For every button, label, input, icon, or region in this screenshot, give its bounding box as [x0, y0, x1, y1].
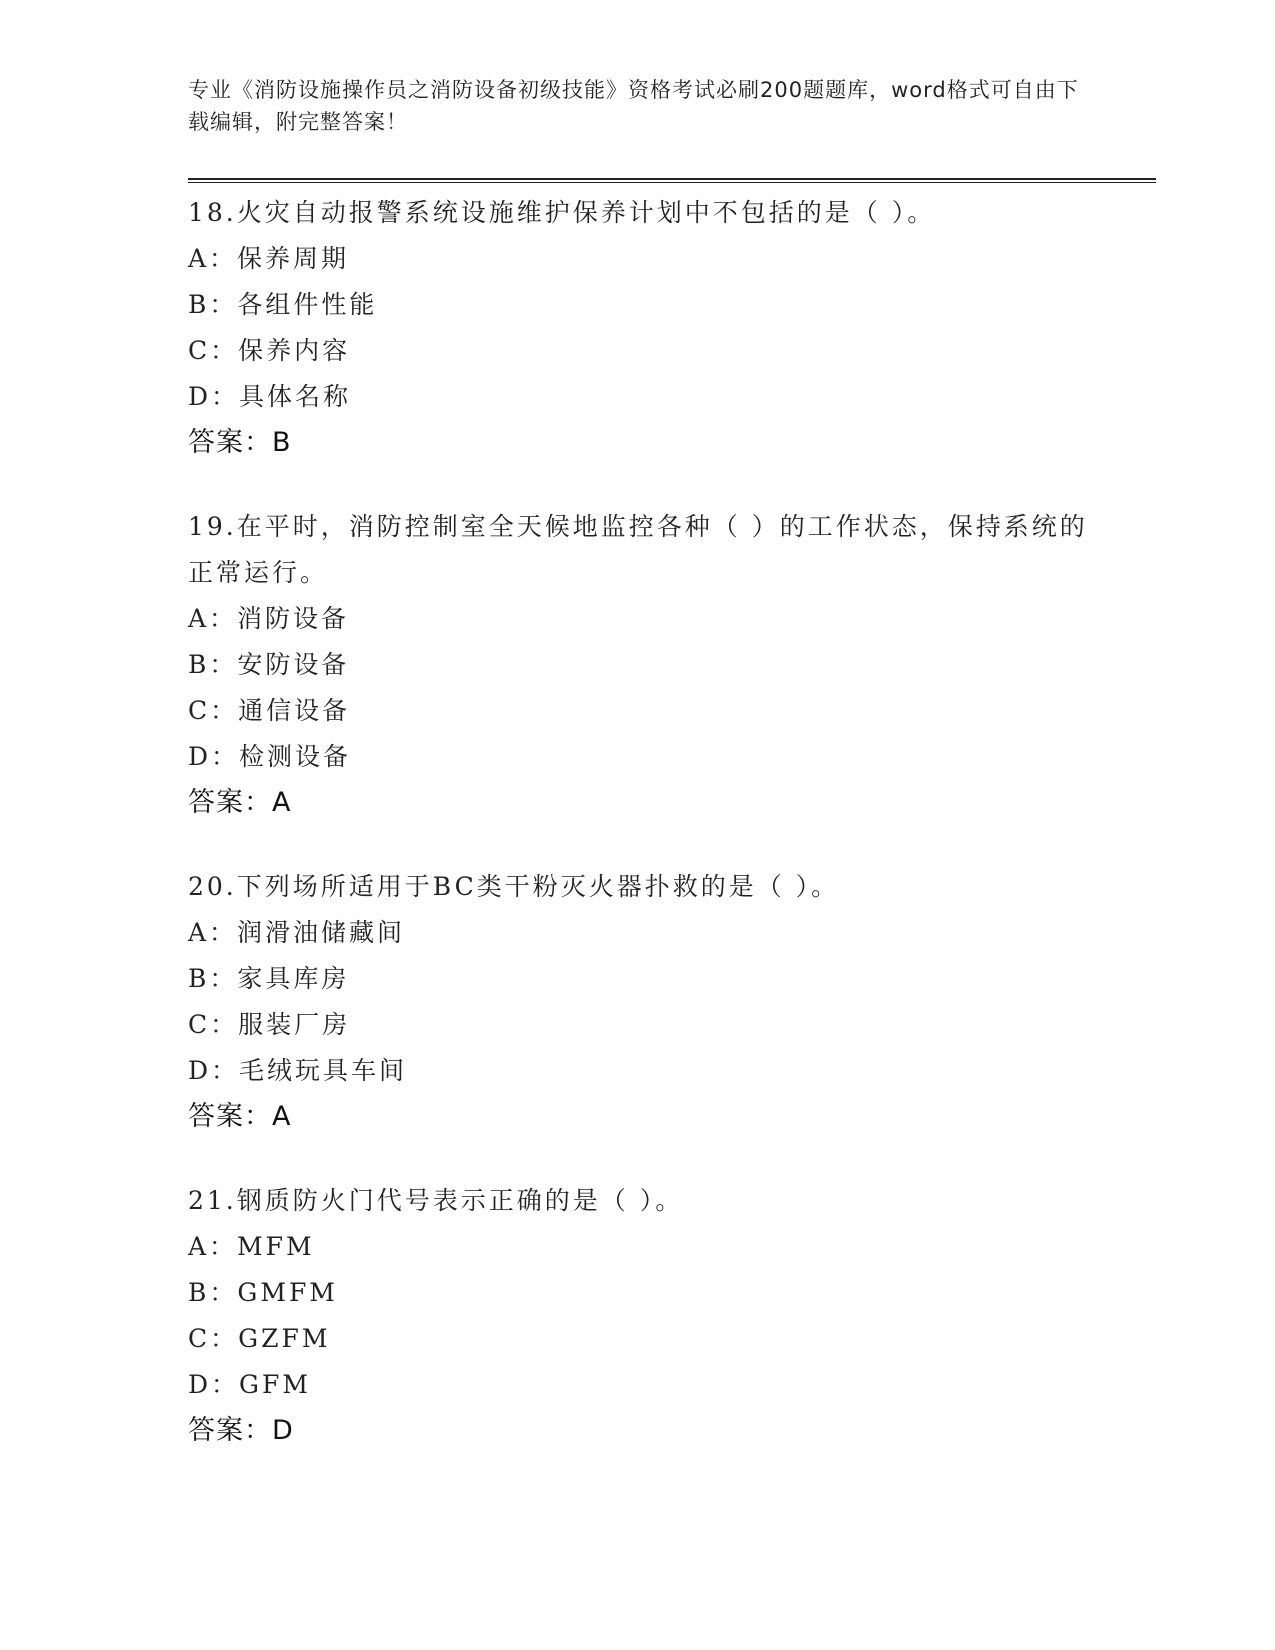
question-stem: 20.下列场所适用于BC类干粉灭火器扑救的是（ ）。 — [188, 872, 840, 901]
question-list — [188, 190, 1088, 1492]
option-b: B：安防设备 — [188, 650, 350, 679]
option-c: C：GZFM — [188, 1324, 331, 1353]
question-18 — [188, 190, 1088, 466]
question-21 — [188, 1178, 1088, 1454]
question-19 — [188, 504, 1088, 826]
option-c: C：保养内容 — [188, 336, 351, 365]
option-d: D：GFM — [188, 1370, 311, 1399]
answer-line: 答案：D — [188, 1415, 294, 1446]
option-c: C：服装厂房 — [188, 1010, 351, 1039]
answer-line: 答案：A — [188, 787, 292, 818]
option-b: B：GMFM — [188, 1278, 338, 1307]
option-b: B：家具库房 — [188, 964, 350, 993]
answer-line: 答案：B — [188, 427, 292, 458]
option-d: D：检测设备 — [188, 742, 352, 771]
option-a: A：保养周期 — [188, 244, 350, 273]
option-b: B：各组件性能 — [188, 290, 378, 319]
answer-line: 答案：A — [188, 1101, 292, 1132]
option-a: A：消防设备 — [188, 604, 350, 633]
option-d: D：毛绒玩具车间 — [188, 1056, 408, 1085]
document-intro: 专业《消防设施操作员之消防设备初级技能》资格考试必刷200题题库，word格式可自由下载编辑，附完整答案！ — [188, 78, 1079, 134]
question-20 — [188, 864, 1088, 1140]
option-a: A：润滑油储藏间 — [188, 918, 406, 947]
header-divider — [188, 178, 1156, 183]
question-stem: 21.钢质防火门代号表示正确的是（ ）。 — [188, 1186, 684, 1215]
option-c: C：通信设备 — [188, 696, 351, 725]
option-a: A：MFM — [188, 1232, 315, 1261]
question-stem: 18.火灾自动报警系统设施维护保养计划中不包括的是（ ）。 — [188, 198, 936, 227]
option-d: D：具体名称 — [188, 382, 352, 411]
question-stem: 19.在平时，消防控制室全天候地监控各种（ ）的工作状态，保持系统的正常运行。 — [188, 512, 1088, 587]
